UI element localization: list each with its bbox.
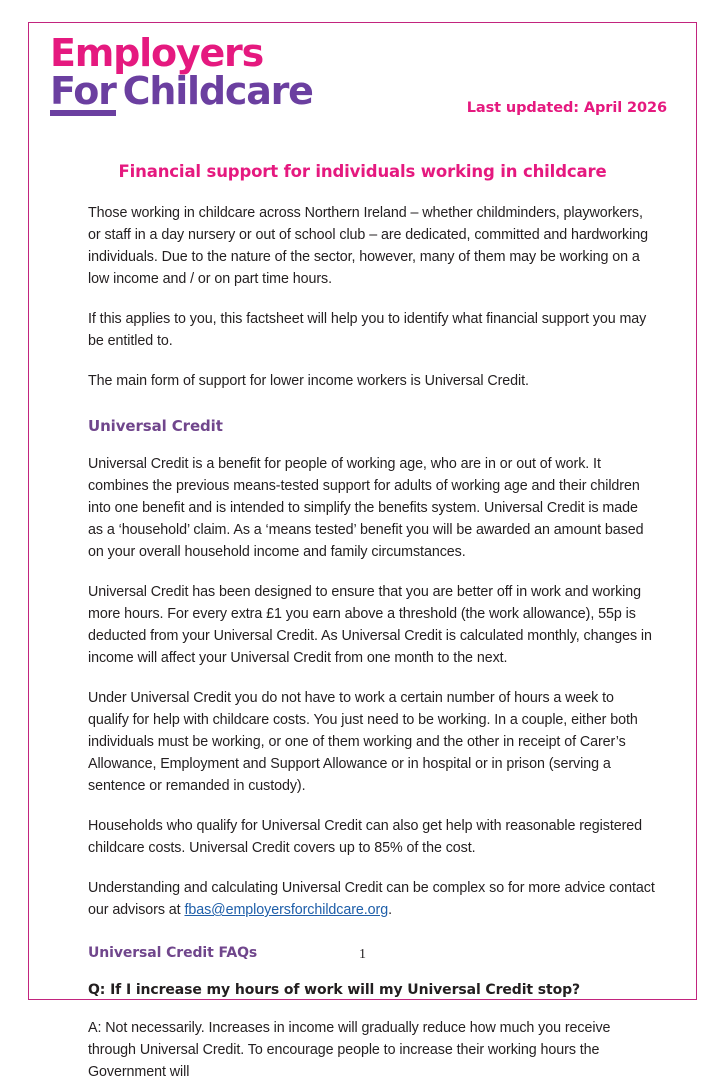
faq-question-1: Q: If I increase my hours of work will my Universal Credit stop? [88,982,581,998]
faq-answer-1: A: Not necessarily. Increases in income will gradually reduce how much you receive through Universal Credit. To encourage people to increase their working hours the Government will [88,1020,611,1080]
page-title: Financial support for individuals working in childcare [118,162,607,181]
document-header [28,22,697,140]
universal-credit-paragraph-2: Universal Credit has been designed to ensure that you are better off in work and working more hours. For every extra £1 you earn above a threshold (the work allowance), 55p is deducted from your Universal Credit. As Universal Credit is calculated monthly, changes in income will affect your Universal Credit from one month to the next. [88,584,652,666]
logo-word-childcare: Childcare [122,68,313,113]
intro-paragraph-3: The main form of support for lower income workers is Universal Credit. [88,373,529,389]
contact-text-prefix: Understanding and calculating Universal Credit can be complex so for more advice contact our advisors at [88,880,655,918]
universal-credit-paragraph-1: Universal Credit is a benefit for people of working age, who are in or out of work. It combines the previous means-tested support for adults of working age and their children into one benefit and is intended to simplify the benefits system. Universal Credit is made as a ‘household’ claim. As a ‘means tested’ benefit you will be awarded an amount based on your overall household income and family circumstances. [88,456,644,560]
universal-credit-paragraph-4: Households who qualify for Universal Credit can also get help with reasonable registered childcare costs. Universal Credit covers up to 85% of the cost. [88,818,643,856]
universal-credit-paragraph-3: Under Universal Credit you do not have to work a certain number of hours a week to qualify for help with childcare costs. You just need to be working. In a couple, either both individuals must be working, or one of them working and the other in receipt of Carer’s Allowance, Employment and Support Allowance or in hospital or in prison (serving a sentence or remanded in custody). [88,690,638,794]
page-number: 1 [359,947,366,962]
section-heading-universal-credit-faqs: Universal Credit FAQs [88,945,258,961]
last-updated-label: Last updated: April 2026 [466,100,667,116]
contact-text-suffix: . [388,902,392,918]
logo-line-for-childcare [50,68,313,116]
logo-line-employers: Employers [50,31,263,75]
logo-word-for: For [50,74,116,116]
page-content [28,22,697,1080]
employers-for-childcare-logo [50,31,313,116]
section-heading-universal-credit: Universal Credit [88,417,223,435]
intro-paragraph-1: Those working in childcare across Northern Ireland – whether childminders, playworkers, or staff in a day nursery or out of school club – are dedicated, committed and hardworking individuals. Due to the nature of the sector, however, many of them may be working on a low income and / or on part time hours. [88,205,648,287]
intro-paragraph-2: If this applies to you, this factsheet will help you to identify what financial support you may be entitled to. [88,311,647,349]
universal-credit-contact-paragraph [88,877,655,921]
advisor-email-link[interactable]: fbas@employersforchildcare.org [184,902,389,918]
